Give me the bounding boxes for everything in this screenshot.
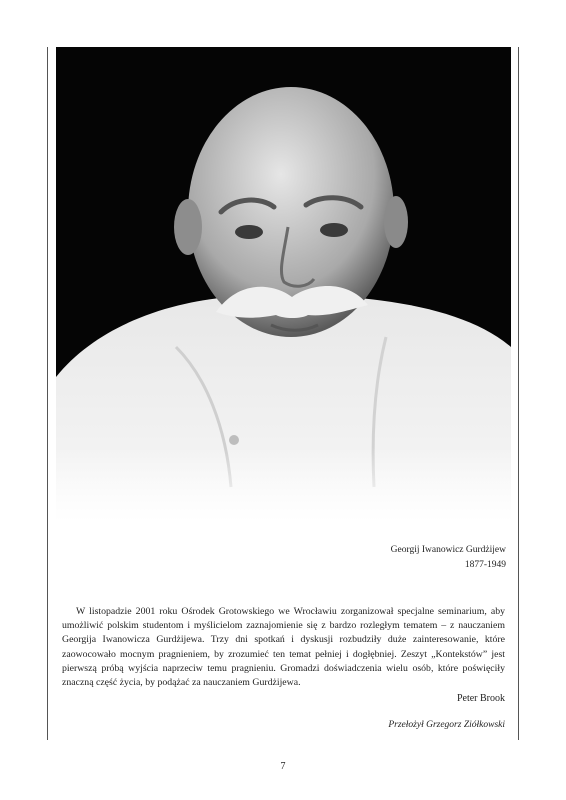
- translator-credit: Przełożył Grzegorz Ziółkowski: [388, 720, 505, 730]
- caption-name: Georgij Iwanowicz Gurdżijew: [390, 545, 506, 555]
- right-margin-rule: [518, 47, 519, 740]
- author-signature: Peter Brook: [456, 693, 505, 704]
- page-number: 7: [280, 761, 286, 772]
- caption-years: 1877-1949: [464, 560, 506, 570]
- left-margin-rule: [47, 47, 48, 740]
- body-paragraph: W listopadzie 2001 roku Ośrodek Grotowskiego we Wrocławiu zorganizował specjalne seminarium, aby umożliwić polskim studentom i myślicielom zaznajomienie się z bardzo rozległym tematem – z nauczaniem Georgija Iwanowicza Gurdżijewa. Trzy dni spotkań i dyskusji rozbudziły duże zainteresowanie, które zaowocowało mocnym pragnieniem, by zrozumieć ten temat pełniej i dogłębniej. Zeszyt „Kontekstów” jest pierwszą próbą wyjścia naprzeciw temu pragnieniu. Gromadzi doświadczenia wielu osób, które poświęciły znaczną część życia, by podążać za nauczaniem Gurdżijewa.: [62, 606, 505, 689]
- portrait-photo: [56, 47, 511, 522]
- photo-caption: [300, 543, 506, 573]
